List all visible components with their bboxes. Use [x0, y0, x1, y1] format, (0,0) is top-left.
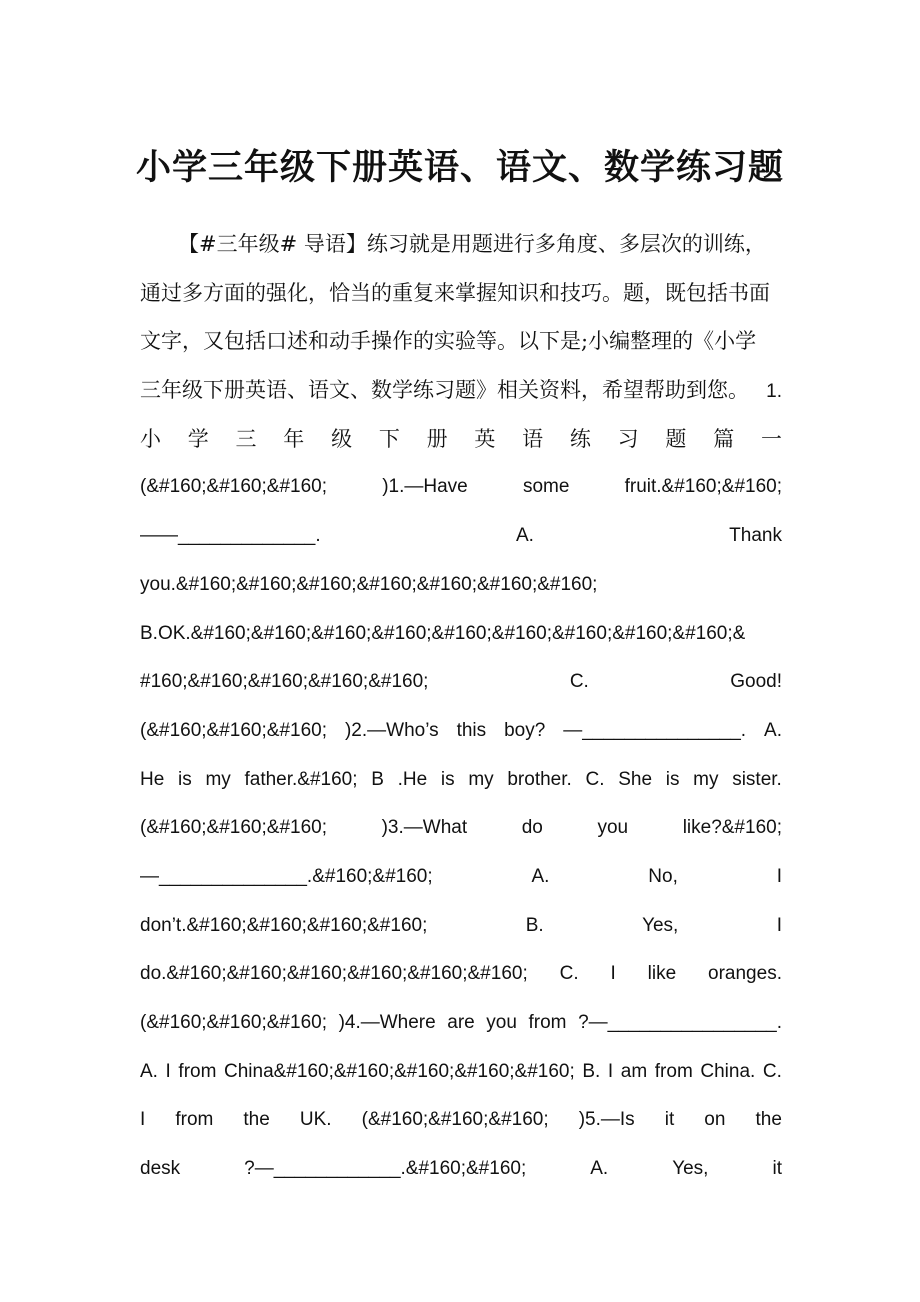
- text-line: [140, 317, 782, 366]
- text-token: —_______________.: [563, 719, 747, 741]
- text-token: Yes,: [672, 1158, 709, 1180]
- text-token: He: [140, 768, 165, 790]
- text-line: [140, 853, 782, 902]
- text-line: [140, 707, 782, 756]
- text-token: it: [772, 1158, 782, 1180]
- text-token: She: [618, 768, 653, 790]
- text-token: my: [205, 768, 231, 790]
- text-token: ?—________________.: [578, 1012, 782, 1033]
- text-token: do: [521, 817, 543, 839]
- text-token: sister.: [732, 768, 782, 790]
- text-token: 通过多方面的强化，恰当的重复来掌握知识和技巧。题，既包括书面: [140, 280, 770, 305]
- text-token: it: [664, 1109, 675, 1131]
- document-title: 小学三年级下册英语、语文、数学练习题: [135, 147, 784, 188]
- text-token: C.: [559, 963, 579, 985]
- text-token: )5.—Is: [578, 1109, 635, 1131]
- text-token: (&#160;&#160;&#160;: [140, 719, 327, 741]
- text-line: [140, 950, 782, 999]
- text-token: I: [776, 865, 782, 887]
- text-token: 册: [426, 426, 448, 451]
- text-token: B: [371, 768, 384, 790]
- text-token: )2.—Who’s: [344, 719, 439, 741]
- text-token: ?—____________.&#160;&#160;: [244, 1158, 527, 1180]
- text-token: 英: [474, 426, 496, 451]
- text-token: 三: [235, 426, 257, 451]
- text-token: do.&#160;&#160;&#160;&#160;&#160;&#160;: [140, 963, 528, 985]
- text-token: B.: [525, 914, 544, 936]
- text-token: fruit.&#160;&#160;: [624, 476, 782, 498]
- text-line: [140, 658, 782, 707]
- text-token: )4.—Where: [338, 1012, 436, 1033]
- text-token: am: [620, 1060, 648, 1082]
- text-token: I: [165, 1060, 171, 1082]
- text-token: like?&#160;: [682, 817, 782, 839]
- text-token: #160;&#160;&#160;&#160;&#160;: [140, 671, 429, 693]
- text-line: [140, 561, 782, 610]
- text-token: are: [447, 1012, 475, 1033]
- text-token: (&#160;&#160;&#160;: [361, 1109, 549, 1131]
- text-token: 一: [760, 426, 782, 451]
- text-token: 小: [140, 426, 161, 451]
- text-line: [140, 756, 782, 805]
- text-line: [140, 1096, 782, 1145]
- text-token: don’t.&#160;&#160;&#160;&#160;: [140, 914, 428, 936]
- text-token: Thank: [729, 525, 782, 547]
- text-token: 篇: [713, 426, 735, 451]
- text-token: Yes,: [642, 914, 679, 936]
- text-token: (&#160;&#160;&#160;: [140, 1012, 327, 1033]
- text-token: )3.—What: [381, 817, 468, 839]
- text-token: 题: [665, 426, 687, 451]
- text-token: C.: [569, 671, 589, 693]
- text-token: I: [776, 914, 782, 936]
- text-token: my: [693, 768, 719, 790]
- text-token: I: [610, 963, 616, 985]
- text-token: (&#160;&#160;&#160;: [140, 817, 327, 839]
- document-body: [140, 220, 782, 1194]
- text-token: C.: [762, 1060, 782, 1082]
- text-token: 文字，又包括口述和动手操作的实验等。以下是;小编整理的《小学: [140, 329, 757, 354]
- text-line: [140, 999, 782, 1048]
- text-token: this: [456, 719, 487, 741]
- text-token: B.OK.&#160;&#160;&#160;&#160;&#160;&#160;&#160;&#160;&#160;&: [140, 622, 746, 644]
- text-token: is: [665, 768, 680, 790]
- text-token: A.: [515, 525, 534, 547]
- text-token: you: [486, 1012, 517, 1033]
- text-line: [140, 512, 782, 561]
- text-token: brother.: [507, 768, 572, 790]
- text-line: [140, 1048, 782, 1097]
- text-token: the: [243, 1109, 270, 1131]
- text-token: 语: [522, 426, 544, 451]
- text-token: A.: [590, 1158, 609, 1180]
- text-token: No,: [648, 865, 678, 887]
- text-token: Good!: [730, 671, 782, 693]
- text-line: [140, 269, 782, 318]
- text-token: UK.: [299, 1109, 332, 1131]
- text-token: A.: [140, 1060, 158, 1082]
- text-line: [140, 610, 782, 659]
- text-token: 下: [378, 426, 400, 451]
- text-token: 三年级下册英语、语文、数学练习题》相关资料，希望帮助到您。: [140, 378, 749, 403]
- text-token: is: [178, 768, 192, 790]
- text-token: China&#160;&#160;&#160;&#160;&#160;: [224, 1060, 575, 1082]
- text-token: )1.—Have: [382, 476, 468, 498]
- text-token: —______________.&#160;&#160;: [140, 865, 433, 887]
- text-token: A.: [764, 719, 782, 741]
- text-token: (&#160;&#160;&#160;: [140, 476, 327, 498]
- text-token: boy?: [504, 719, 546, 741]
- text-token: I: [607, 1060, 614, 1082]
- text-token: 年: [283, 426, 305, 451]
- text-token: ——_____________.: [140, 525, 321, 547]
- text-token: on: [704, 1109, 726, 1131]
- text-line: [140, 463, 782, 512]
- text-line: [140, 902, 782, 951]
- text-token: 学: [187, 426, 209, 451]
- text-token: like: [647, 963, 677, 985]
- text-token: from: [175, 1109, 214, 1131]
- text-token: my: [468, 768, 494, 790]
- text-line: [140, 220, 782, 269]
- text-token: is: [440, 768, 455, 790]
- text-token: from: [528, 1012, 567, 1033]
- text-token: from: [654, 1060, 693, 1082]
- text-token: 1.: [766, 381, 782, 403]
- text-token: some: [522, 476, 570, 498]
- text-token: 练: [569, 426, 591, 451]
- text-token: the: [755, 1109, 782, 1131]
- text-token: 习: [617, 426, 639, 451]
- text-token: you: [597, 817, 629, 839]
- text-token: 级: [331, 426, 353, 451]
- text-token: oranges.: [708, 963, 782, 985]
- text-token: father.&#160;: [244, 768, 358, 790]
- text-token: I: [140, 1109, 146, 1131]
- text-token: you.&#160;&#160;&#160;&#160;&#160;&#160;&#160;: [140, 573, 598, 595]
- text-token: China.: [700, 1060, 756, 1082]
- text-token: from: [178, 1060, 217, 1082]
- text-token: A.: [531, 865, 550, 887]
- text-line: [140, 1145, 782, 1194]
- text-token: .He: [397, 768, 428, 790]
- text-token: 【#三年级# 导语】练习就是用题进行多角度、多层次的训练，: [178, 232, 766, 256]
- text-line: [140, 804, 782, 853]
- text-line: [140, 366, 782, 415]
- text-token: C.: [585, 768, 605, 790]
- text-token: B.: [582, 1060, 601, 1082]
- text-line: [140, 415, 782, 464]
- text-token: desk: [140, 1158, 181, 1180]
